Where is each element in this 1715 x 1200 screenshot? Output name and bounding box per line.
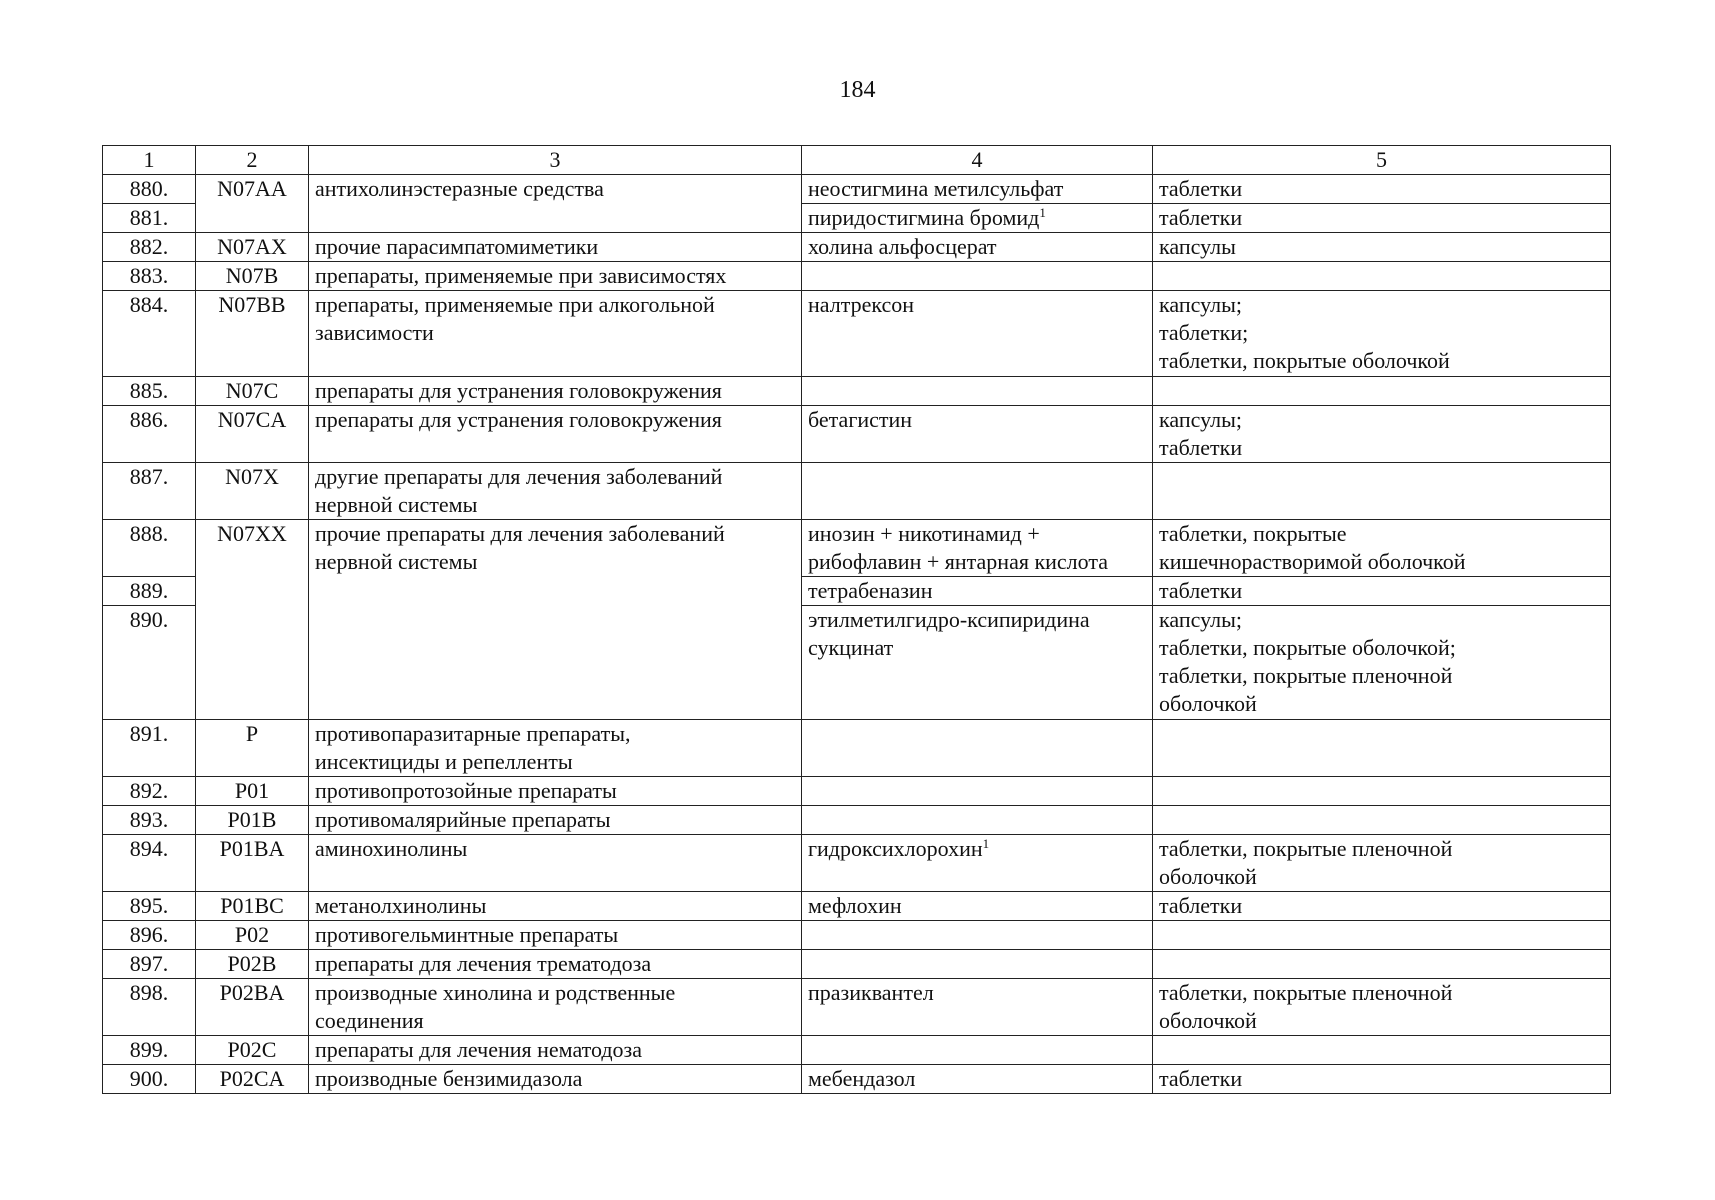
table-row [103, 291, 1611, 377]
dosage-form-line: таблетки [1159, 435, 1243, 460]
atc-code: P01 [196, 777, 309, 806]
group-name-line: противопаразитарные препараты, [315, 721, 631, 746]
atc-code: P01B [196, 806, 309, 835]
row-number: 894. [103, 835, 196, 892]
row-number: 897. [103, 950, 196, 979]
drug-name-line: этилметилгидро-ксипиридина [808, 607, 1090, 632]
group-name: аминохинолины [309, 835, 802, 892]
table-row [103, 377, 1611, 406]
footnote-mark: 1 [1039, 205, 1046, 220]
table-row [103, 175, 1611, 204]
group-name: производные бензимидазола [309, 1065, 802, 1094]
drug-name [802, 520, 1153, 577]
atc-code: P02B [196, 950, 309, 979]
group-name-line: другие препараты для лечения заболеваний [315, 464, 723, 489]
dosage-form-line: оболочкой [1159, 691, 1257, 716]
table-header-row [103, 146, 1611, 175]
column-header: 1 [103, 146, 196, 175]
dosage-form [1153, 777, 1611, 806]
drug-name: бетагистин [802, 406, 1153, 463]
row-number: 884. [103, 291, 196, 377]
group-name: прочие парасимпатомиметики [309, 233, 802, 262]
drug-name [802, 262, 1153, 291]
group-name: препараты для устранения головокружения [309, 406, 802, 463]
atc-code: N07C [196, 377, 309, 406]
atc-code: N07BB [196, 291, 309, 377]
atc-code: N07AX [196, 233, 309, 262]
column-header: 2 [196, 146, 309, 175]
dosage-form [1153, 520, 1611, 577]
row-number: 898. [103, 979, 196, 1036]
group-name: противопротозойные препараты [309, 777, 802, 806]
dosage-form-line: таблетки, покрытые пленочной [1159, 836, 1453, 861]
atc-code: P02 [196, 921, 309, 950]
table-row [103, 233, 1611, 262]
table-row [103, 520, 1611, 577]
atc-code: N07B [196, 262, 309, 291]
dosage-form-line: таблетки, покрытые [1159, 521, 1347, 546]
row-number: 886. [103, 406, 196, 463]
row-number: 885. [103, 377, 196, 406]
group-name-line: нервной системы [315, 549, 478, 574]
drug-name [802, 606, 1153, 720]
group-name-line: инсектициды и репелленты [315, 749, 573, 774]
table-row [103, 835, 1611, 892]
dosage-form [1153, 921, 1611, 950]
table-row [103, 806, 1611, 835]
group-name [309, 720, 802, 777]
row-number: 889. [103, 577, 196, 606]
row-number: 887. [103, 463, 196, 520]
drug-name [802, 950, 1153, 979]
atc-code: P [196, 720, 309, 777]
group-name-line: производные хинолина и родственные [315, 980, 676, 1005]
atc-code: N07CA [196, 406, 309, 463]
page-number: 184 [839, 77, 876, 103]
column-header: 4 [802, 146, 1153, 175]
row-number: 882. [103, 233, 196, 262]
dosage-form [1153, 979, 1611, 1036]
column-header: 3 [309, 146, 802, 175]
drug-name [802, 806, 1153, 835]
row-number: 900. [103, 1065, 196, 1094]
drug-name: мефлохин [802, 892, 1153, 921]
drug-name [802, 720, 1153, 777]
table-row [103, 1036, 1611, 1065]
drug-name: холина альфосцерат [802, 233, 1153, 262]
drug-name [802, 377, 1153, 406]
dosage-form-line: оболочкой [1159, 864, 1257, 889]
dosage-form: таблетки [1153, 892, 1611, 921]
dosage-form [1153, 463, 1611, 520]
table-row [103, 262, 1611, 291]
dosage-form-line: таблетки, покрытые оболочкой; [1159, 635, 1456, 660]
atc-code: P01BA [196, 835, 309, 892]
group-name-line: прочие препараты для лечения заболеваний [315, 521, 725, 546]
row-number: 896. [103, 921, 196, 950]
group-name: противомалярийные препараты [309, 806, 802, 835]
group-name [309, 463, 802, 520]
group-name: препараты для лечения трематодоза [309, 950, 802, 979]
row-number: 899. [103, 1036, 196, 1065]
dosage-form [1153, 262, 1611, 291]
column-header: 5 [1153, 146, 1611, 175]
dosage-form [1153, 835, 1611, 892]
drug-name [802, 835, 1153, 892]
dosage-form: капсулы [1153, 233, 1611, 262]
atc-code: N07XX [196, 520, 309, 720]
atc-code: P02BA [196, 979, 309, 1036]
dosage-form: таблетки [1153, 577, 1611, 606]
dosage-form: таблетки [1153, 1065, 1611, 1094]
drug-name [802, 463, 1153, 520]
dosage-form-line: капсулы; [1159, 607, 1242, 632]
table-row [103, 406, 1611, 463]
drug-name [802, 921, 1153, 950]
group-name [309, 520, 802, 720]
drug-name [802, 1036, 1153, 1065]
dosage-form-line: оболочкой [1159, 1008, 1257, 1033]
row-number: 880. [103, 175, 196, 204]
drug-name-line: сукцинат [808, 635, 894, 660]
table-row [103, 777, 1611, 806]
group-name: препараты для лечения нематодоза [309, 1036, 802, 1065]
dosage-form-line: капсулы; [1159, 292, 1242, 317]
medicines-table [102, 145, 1611, 1094]
dosage-form-line: таблетки, покрытые пленочной [1159, 980, 1453, 1005]
atc-code: N07X [196, 463, 309, 520]
drug-name [802, 777, 1153, 806]
dosage-form: таблетки [1153, 204, 1611, 233]
row-number: 888. [103, 520, 196, 577]
drug-name-line: инозин + никотинамид + [808, 521, 1040, 546]
drug-name [802, 204, 1153, 233]
group-name-line: препараты, применяемые при алкогольной [315, 292, 715, 317]
atc-code: N07AA [196, 175, 309, 233]
drug-name-line: рибофлавин + янтарная кислота [808, 549, 1109, 574]
group-name: антихолинэстеразные средства [309, 175, 802, 233]
row-number: 881. [103, 204, 196, 233]
group-name [309, 979, 802, 1036]
row-number: 890. [103, 606, 196, 720]
group-name: противогельминтные препараты [309, 921, 802, 950]
footnote-mark: 1 [982, 836, 990, 851]
row-number: 883. [103, 262, 196, 291]
dosage-form-line: таблетки, покрытые оболочкой [1159, 348, 1450, 373]
atc-code: P01BC [196, 892, 309, 921]
dosage-form-line: капсулы; [1159, 407, 1242, 432]
drug-name: тетрабеназин [802, 577, 1153, 606]
dosage-form: таблетки [1153, 175, 1611, 204]
drug-name-text: гидроксихлорохин [808, 836, 983, 861]
table-row [103, 463, 1611, 520]
group-name-line: нервной системы [315, 492, 478, 517]
drug-name: празиквантел [802, 979, 1153, 1036]
atc-code: P02C [196, 1036, 309, 1065]
drug-name-text: пиридостигмина бромид [808, 205, 1040, 230]
dosage-form [1153, 720, 1611, 777]
table-row [103, 892, 1611, 921]
dosage-form [1153, 406, 1611, 463]
table-row [103, 1065, 1611, 1094]
dosage-form [1153, 950, 1611, 979]
table-row [103, 950, 1611, 979]
dosage-form [1153, 291, 1611, 377]
dosage-form-line: кишечнорастворимой оболочкой [1159, 549, 1466, 574]
group-name-line: зависимости [315, 320, 434, 345]
group-name: препараты, применяемые при зависимостях [309, 262, 802, 291]
drug-name: мебендазол [802, 1065, 1153, 1094]
dosage-form-line: таблетки, покрытые пленочной [1159, 663, 1453, 688]
table-row [103, 979, 1611, 1036]
drug-name: налтрексон [802, 291, 1153, 377]
dosage-form [1153, 606, 1611, 720]
atc-code: P02CA [196, 1065, 309, 1094]
row-number: 892. [103, 777, 196, 806]
table-row [103, 720, 1611, 777]
group-name: метанолхинолины [309, 892, 802, 921]
dosage-form [1153, 1036, 1611, 1065]
dosage-form [1153, 806, 1611, 835]
group-name: препараты для устранения головокружения [309, 377, 802, 406]
table-row [103, 921, 1611, 950]
row-number: 895. [103, 892, 196, 921]
row-number: 891. [103, 720, 196, 777]
dosage-form-line: таблетки; [1159, 320, 1249, 345]
drug-name: неостигмина метилсульфат [802, 175, 1153, 204]
group-name [309, 291, 802, 377]
group-name-line: соединения [315, 1008, 424, 1033]
dosage-form [1153, 377, 1611, 406]
row-number: 893. [103, 806, 196, 835]
